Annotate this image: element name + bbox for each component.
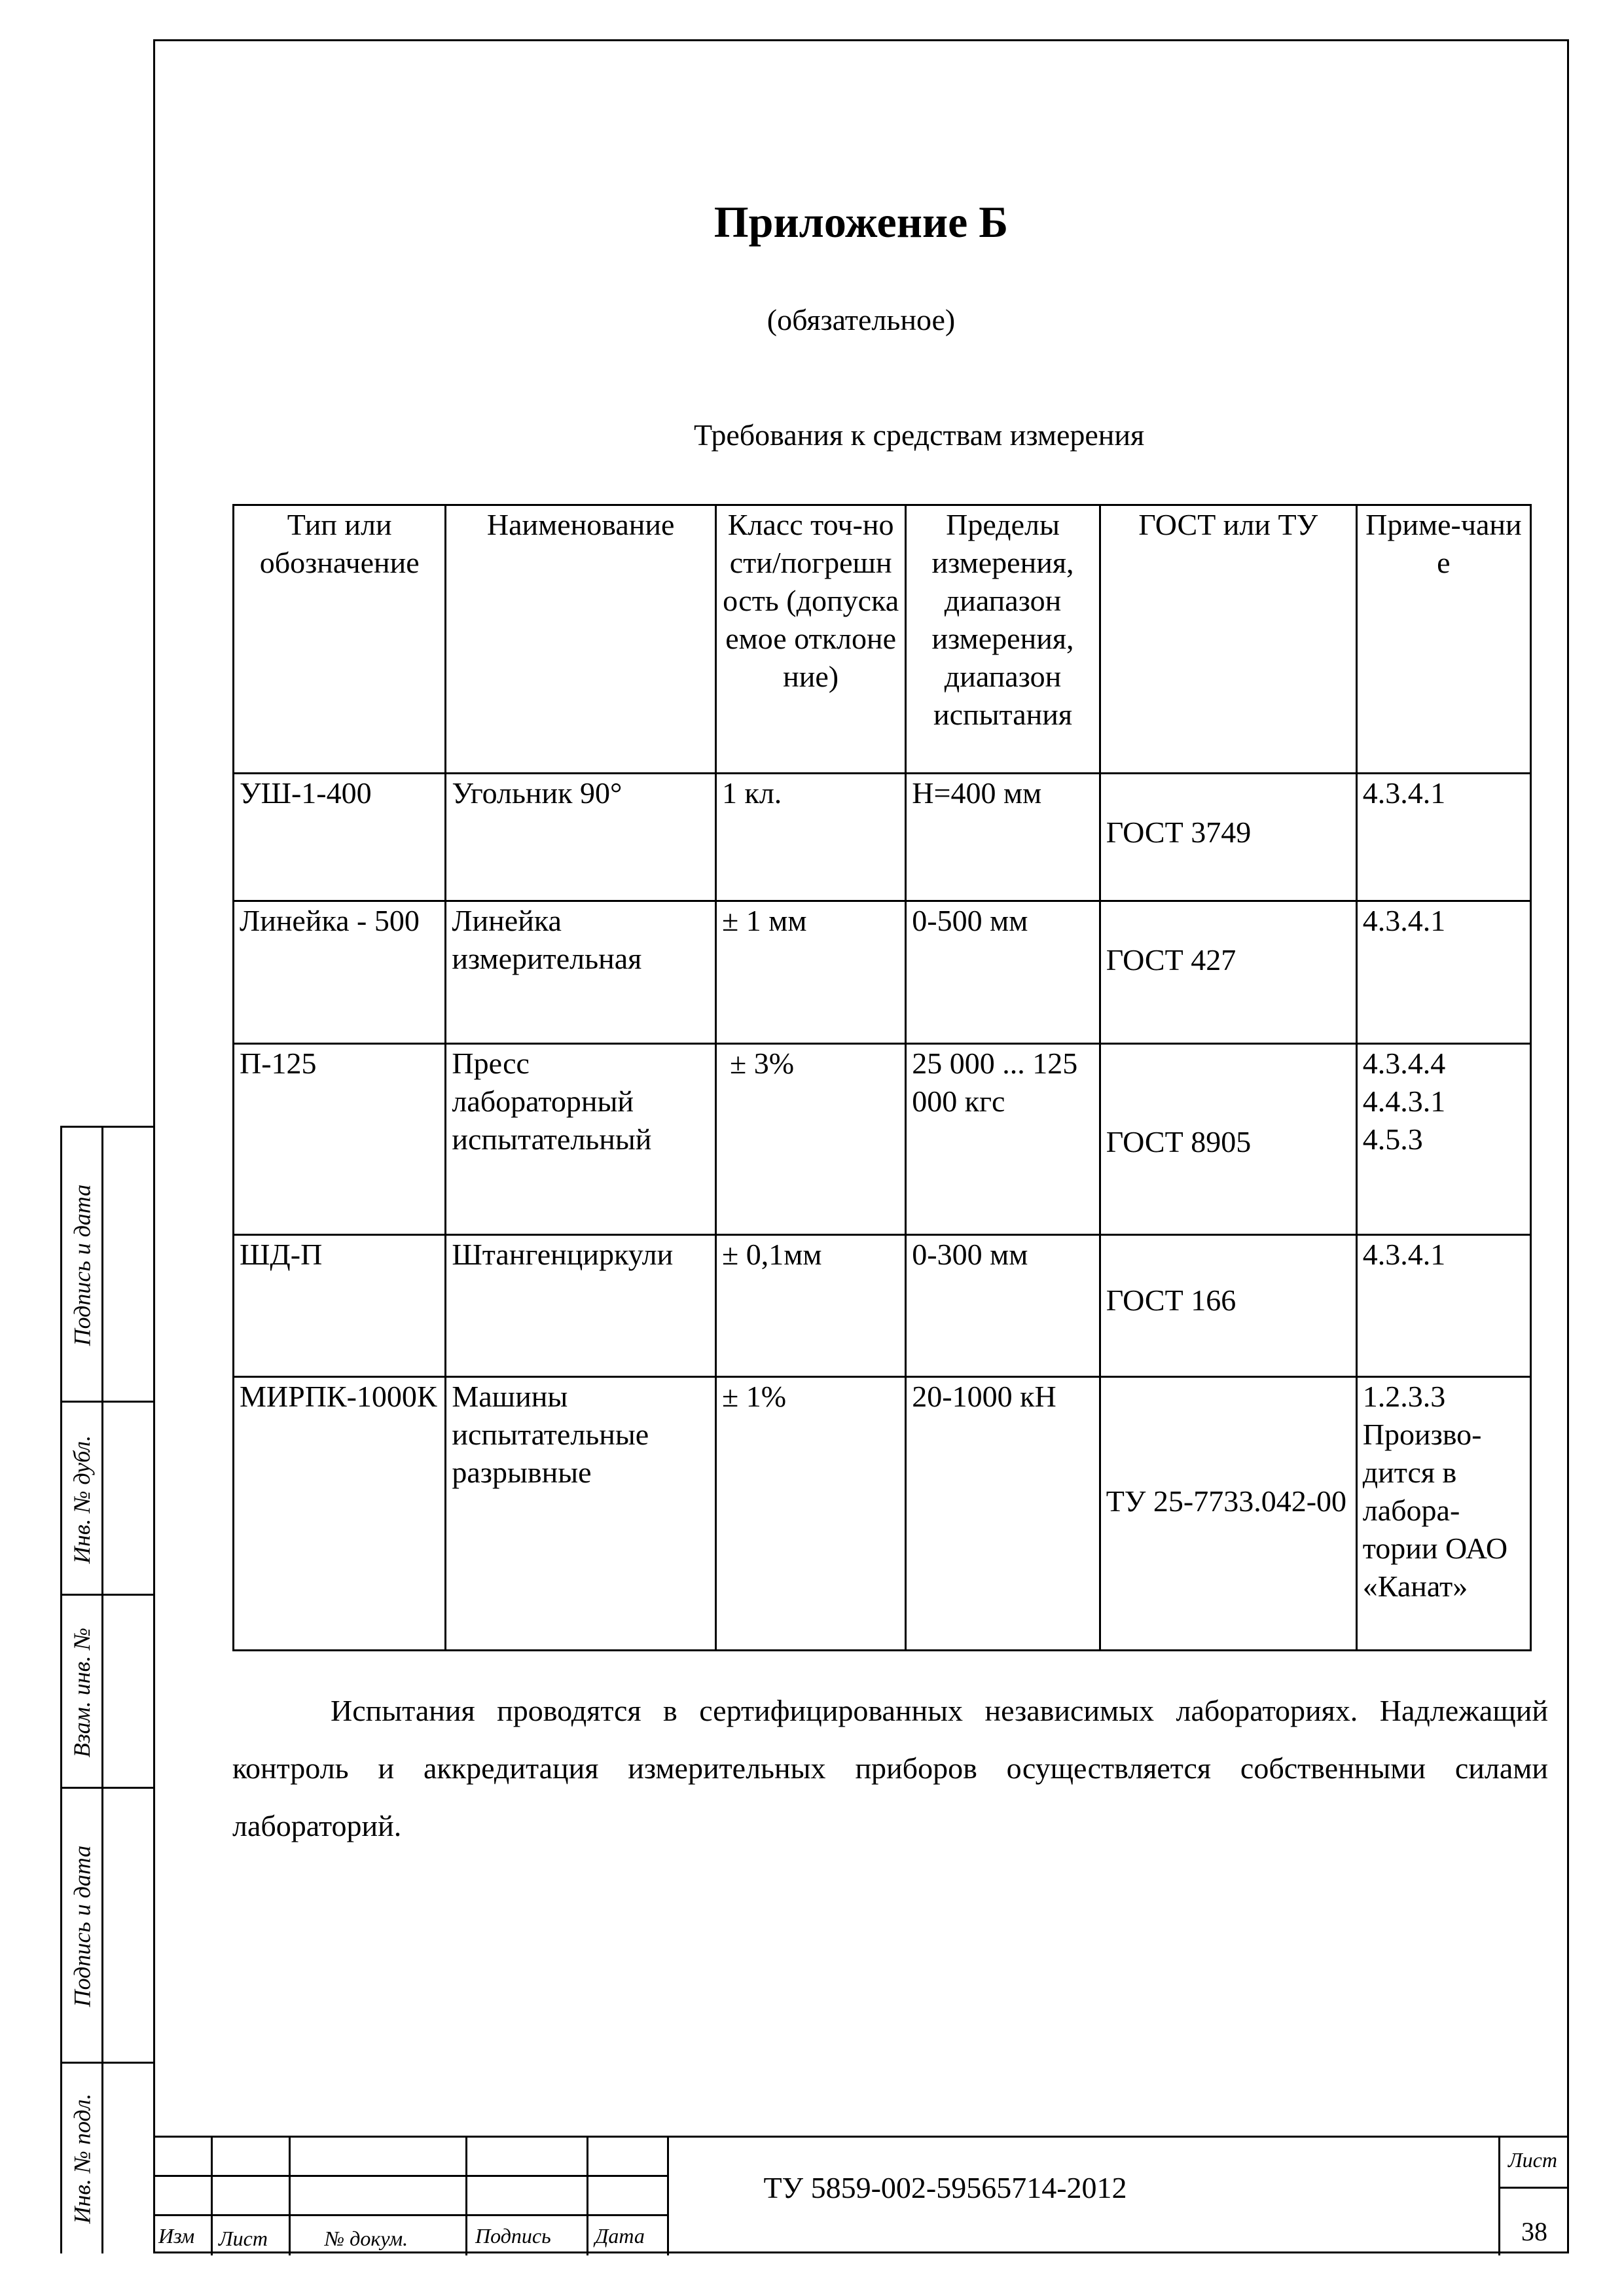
label-list: Лист (219, 2227, 268, 2250)
document-code: ТУ 5859-002-59565714-2012 (763, 2171, 1127, 2204)
body-paragraph (232, 1682, 1548, 1855)
cell-type: Линейка - 500 (234, 901, 446, 1044)
table-row (234, 1235, 1531, 1377)
sheet-label: Лист (1508, 2148, 1557, 2172)
title-block-vline (289, 2138, 291, 2255)
side-label: Подпись и дата (69, 1184, 95, 1346)
title-block-vline (211, 2138, 213, 2255)
table-caption: Требования к средствам измерения (694, 418, 1145, 452)
cell-type: П-125 (234, 1044, 446, 1235)
table-row (234, 1044, 1531, 1235)
cell-standard: ГОСТ 8905 (1100, 1044, 1356, 1235)
header-type: Тип или обозначение (234, 505, 446, 774)
title-block-hline (153, 2175, 667, 2177)
header-standard: ГОСТ или ТУ (1100, 505, 1356, 774)
cell-range: 0-500 мм (906, 901, 1100, 1044)
cell-name: Штангенциркули (446, 1235, 716, 1377)
title-block-vline (586, 2138, 588, 2255)
cell-range: Н=400 мм (906, 774, 1100, 901)
cell-note: 4.3.4.1 (1356, 1235, 1530, 1377)
cell-standard: ГОСТ 166 (1100, 1235, 1356, 1377)
cell-standard: ГОСТ 427 (1100, 901, 1356, 1044)
title-block-hline (1498, 2187, 1569, 2189)
side-stamp (60, 1126, 153, 2253)
cell-range: 0-300 мм (906, 1235, 1100, 1377)
requirements-table (232, 504, 1532, 1651)
cell-note: 4.3.4.1 (1356, 901, 1530, 1044)
label-date: Дата (595, 2224, 645, 2248)
header-note: Приме-чание (1356, 505, 1530, 774)
cell-name: Линейка измерительная (446, 901, 716, 1044)
cell-accuracy: ± 3% (715, 1044, 905, 1235)
label-izm: Изм (158, 2224, 195, 2248)
cell-accuracy: ± 0,1мм (715, 1235, 905, 1377)
cell-name: Машины испытательные разрывные (446, 1377, 716, 1651)
side-label: Инв. № дубл. (69, 1435, 95, 1564)
cell-accuracy: ± 1 мм (715, 901, 905, 1044)
side-label: Взам. инв. № (69, 1627, 96, 1757)
header-accuracy: Класс точ-ности/погрешность (допускаемое отклонение) (715, 505, 905, 774)
cell-type: УШ-1-400 (234, 774, 446, 901)
cell-name: Пресс лабораторный испытательный (446, 1044, 716, 1235)
header-range: Пределы измерения, диапазон измерения, диапазон испытания (906, 505, 1100, 774)
sheet-number: 38 (1521, 2217, 1547, 2246)
side-label: Инв. № подл. (69, 2093, 95, 2224)
cell-note: 1.2.3.3 Произво-дится в лабора-тории ОАО «Канат» (1356, 1377, 1530, 1651)
cell-standard: ТУ 25-7733.042-00 (1100, 1377, 1356, 1651)
appendix-subtitle: (обязательное) (767, 303, 956, 336)
table-row (234, 774, 1531, 901)
title-block-vline (465, 2138, 467, 2255)
cell-range: 20-1000 кН (906, 1377, 1100, 1651)
table-header-row (234, 505, 1531, 774)
cell-accuracy: 1 кл. (715, 774, 905, 901)
label-doc-number: № докум. (325, 2227, 408, 2250)
table-row (234, 1377, 1531, 1651)
cell-note: 4.3.4.4 4.4.3.1 4.5.3 (1356, 1044, 1530, 1235)
cell-range: 25 000 ... 125 000 кгс (906, 1044, 1100, 1235)
cell-type: МИРПК-1000К (234, 1377, 446, 1651)
appendix-title: Приложение Б (713, 197, 1009, 247)
header-name: Наименование (446, 505, 716, 774)
side-label: Подпись и дата (69, 1845, 95, 2007)
table-row (234, 901, 1531, 1044)
cell-type: ШД-П (234, 1235, 446, 1377)
title-block (153, 2136, 1569, 2253)
title-block-hline (153, 2214, 667, 2216)
cell-standard: ГОСТ 3749 (1100, 774, 1356, 901)
label-signature: Подпись (475, 2224, 551, 2248)
cell-accuracy: ± 1% (715, 1377, 905, 1651)
cell-note: 4.3.4.1 (1356, 774, 1530, 901)
cell-name: Угольник 90° (446, 774, 716, 901)
paragraph-text: Испытания проводятся в сертифицированных независимых лабораториях. Надлежащий контроль и аккредитация измерительных приборов осуществляется собственными силами лабораторий. (232, 1694, 1548, 1842)
